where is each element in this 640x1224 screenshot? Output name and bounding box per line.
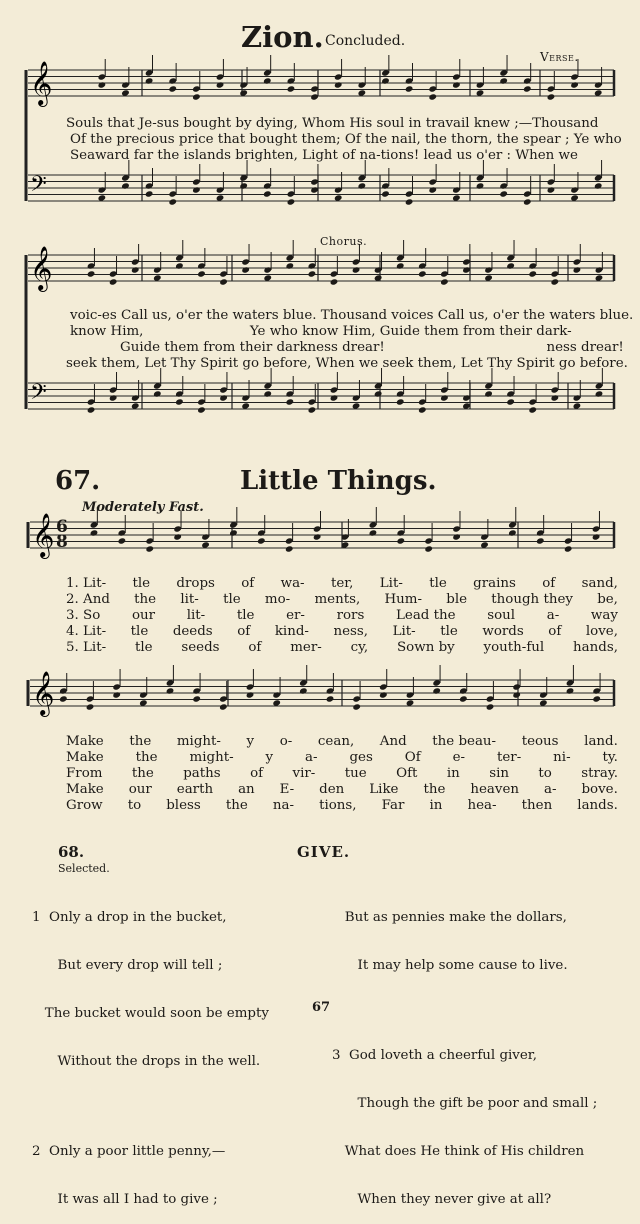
verse-line <box>66 576 618 591</box>
lyric-word: Lit- <box>392 624 416 639</box>
lyric-word: o- <box>279 734 293 749</box>
lyric-word: lands. <box>577 798 618 813</box>
note-head <box>239 182 248 189</box>
note-head <box>121 182 130 189</box>
note-head <box>405 85 414 92</box>
lyric-word: ter- <box>497 750 522 765</box>
lyric-word: ges <box>349 750 373 765</box>
lyric-word: Lit- <box>379 576 403 591</box>
lyric-word: heaven <box>470 782 520 797</box>
lyric-word: Far <box>381 798 405 813</box>
lyric-word: cy, <box>350 640 369 655</box>
lyric-word: cean, <box>317 734 355 749</box>
lyric-word: might- <box>176 734 221 749</box>
lyric-word: sand, <box>581 576 618 591</box>
note-head <box>381 77 390 84</box>
lyric-word: er- <box>286 608 305 623</box>
lyric-word: rors <box>336 608 365 623</box>
treble-clef-icon: 𝄞 <box>30 61 53 105</box>
lyric-word: the <box>225 798 248 813</box>
note-head <box>263 390 272 397</box>
note-head <box>263 77 272 84</box>
lyric-word: ble <box>446 592 468 607</box>
lyric-word: Like <box>369 782 399 797</box>
lyric-word: tions, <box>319 798 357 813</box>
lyric-word: ness, <box>333 624 369 639</box>
lyric-word: ty. <box>602 750 618 765</box>
lyric-word: teous <box>521 734 559 749</box>
note-head <box>173 533 182 540</box>
lyric-word: our <box>128 782 152 797</box>
note-head <box>192 695 201 702</box>
zion-lyric-line-4: voic-es Call us, o'er the waters blue. Thousand voices Call us, o'er the waters blue. <box>70 308 634 323</box>
note-head <box>396 262 405 269</box>
note-head <box>547 93 556 100</box>
poem-line: It may help some cause to live. <box>332 958 568 973</box>
note-head <box>396 398 405 405</box>
lyric-word: tle <box>223 592 241 607</box>
lyric-word: soul <box>487 608 516 623</box>
lyric-word: the <box>131 766 154 781</box>
lyric-word: na- <box>272 798 294 813</box>
poem-line: But every drop will tell ; <box>32 958 223 973</box>
note-head <box>551 278 560 285</box>
note-head <box>452 81 461 88</box>
note-head <box>452 533 461 540</box>
lyric-word: drops <box>176 576 215 591</box>
lyric-word: y <box>265 750 274 765</box>
note-head <box>153 390 162 397</box>
lyric-word: tle <box>134 640 153 655</box>
note-head <box>109 278 118 285</box>
lyric-word: a- <box>543 782 557 797</box>
lyric-word: deeds <box>172 624 213 639</box>
note-head <box>499 77 508 84</box>
zion-lyric-line-6: Guide them from their darkness drear! ness drear! <box>120 340 624 355</box>
note-head <box>334 81 343 88</box>
verse-line <box>66 640 618 655</box>
hymn-number-67: 67. <box>55 466 101 496</box>
lyric-word: den <box>319 782 345 797</box>
note-head <box>523 85 532 92</box>
lyric-word: of <box>250 766 264 781</box>
poem-line: What does He think of His children <box>332 1144 585 1159</box>
note-head <box>440 278 449 285</box>
note-head <box>330 394 339 401</box>
note-head <box>219 278 228 285</box>
lyric-word: land. <box>584 734 618 749</box>
note-head <box>131 266 140 273</box>
note-head <box>257 537 266 544</box>
note-head <box>197 270 206 277</box>
lyric-word: earth <box>176 782 214 797</box>
note-head <box>90 529 99 536</box>
page-number: 67 <box>312 1000 331 1015</box>
note-head <box>145 545 154 552</box>
note-head <box>216 81 225 88</box>
note-head <box>287 85 296 92</box>
bass-clef-icon: 𝄢 <box>30 380 47 410</box>
note-head <box>573 266 582 273</box>
lyric-word: of <box>548 624 562 639</box>
lyric-word: the <box>135 750 158 765</box>
note-head <box>369 529 378 536</box>
note-head <box>512 691 521 698</box>
note-head <box>405 198 414 205</box>
note-head <box>219 394 228 401</box>
note-head <box>459 695 468 702</box>
lyric-word: lit- <box>186 608 206 623</box>
note-head <box>432 687 441 694</box>
note-head <box>118 537 127 544</box>
note-head <box>166 687 175 694</box>
lyric-word: Make <box>66 734 104 749</box>
lyric-word: Grow <box>66 798 103 813</box>
note-head <box>523 198 532 205</box>
note-head <box>428 186 437 193</box>
note-head <box>508 529 517 536</box>
time-signature: 6 8 <box>56 517 68 552</box>
lyric-word: ni- <box>553 750 571 765</box>
poem-line: Though the gift be poor and small ; <box>332 1096 598 1111</box>
lyric-word: to <box>127 798 142 813</box>
zion-lyric-line-3: Seaward far the islands brighten, Light of na-tions! lead us o'er : When we <box>70 148 578 163</box>
lyric-word: tle <box>132 576 151 591</box>
poem-line: The bucket would soon be empty <box>32 1006 269 1021</box>
note-head <box>286 262 295 269</box>
note-head <box>197 406 206 413</box>
lyric-word: 5. Lit- <box>66 640 107 655</box>
poem-number-68: 68. <box>58 843 85 861</box>
note-head <box>219 703 228 710</box>
verse-line <box>66 734 618 749</box>
note-head <box>145 190 154 197</box>
lyric-word: e- <box>452 750 466 765</box>
note-head <box>381 190 390 197</box>
lyric-word: Of <box>404 750 421 765</box>
note-head <box>59 695 68 702</box>
lyric-word: might- <box>189 750 234 765</box>
lyric-word: mo- <box>264 592 291 607</box>
note-head <box>506 398 515 405</box>
note-head <box>175 398 184 405</box>
lyric-word: words <box>482 624 524 639</box>
poem-line: But as pennies make the dollars, <box>332 910 567 925</box>
note-head <box>287 198 296 205</box>
lyric-word: Make <box>66 782 104 797</box>
lyric-word: a- <box>546 608 560 623</box>
hymn-title-little-things: Little Things. <box>240 466 437 496</box>
note-head <box>486 703 495 710</box>
note-head <box>551 394 560 401</box>
zion-lyric-line-2: Of the precious price that bought them; Of the nail, the thorn, the spear ; Ye who <box>70 132 622 147</box>
note-head <box>528 270 537 277</box>
note-head <box>528 406 537 413</box>
lyric-word: kind- <box>274 624 309 639</box>
lyric-word: in <box>429 798 443 813</box>
lyric-word: ments, <box>314 592 361 607</box>
poem-right-column <box>332 878 597 1224</box>
treble-clef-icon: 𝄞 <box>30 246 53 290</box>
lyric-word: the <box>134 592 157 607</box>
note-head <box>229 529 238 536</box>
poem-line: Without the drops in the well. <box>32 1054 261 1069</box>
note-head <box>313 533 322 540</box>
lyric-word: lit- <box>180 592 199 607</box>
lyric-word: stray. <box>581 766 618 781</box>
chorus-label: Chorus. <box>320 235 368 248</box>
poem-line: 1 Only a drop in the bucket, <box>32 910 227 925</box>
poem-line: When they never give at all? <box>332 1192 552 1207</box>
lyric-word: love, <box>585 624 618 639</box>
verse-line <box>66 608 618 623</box>
note-head <box>286 398 295 405</box>
note-head <box>379 691 388 698</box>
lyric-word: a- <box>305 750 318 765</box>
note-head <box>246 691 255 698</box>
lyric-word: to <box>538 766 552 781</box>
lyric-word: tle <box>440 624 458 639</box>
note-head <box>594 182 603 189</box>
lyric-word: 2. And <box>66 592 110 607</box>
lyric-word: of <box>241 576 255 591</box>
note-head <box>168 198 177 205</box>
tempo-marking: Moderately Fast. <box>82 500 204 515</box>
lyric-word: of <box>248 640 262 655</box>
lyric-word: 3. So <box>66 608 101 623</box>
verse-label: Verse. <box>540 50 579 64</box>
verse-line <box>66 766 618 781</box>
lyric-word: though they <box>491 592 573 607</box>
poem-line: 3 God loveth a cheerful giver, <box>332 1048 537 1063</box>
lyric-word: our <box>131 608 156 623</box>
lyric-word: vir- <box>292 766 316 781</box>
verse-line <box>66 798 618 813</box>
lyric-word: Make <box>66 750 104 765</box>
lyric-word: hands, <box>573 640 618 655</box>
lyric-word: of <box>237 624 251 639</box>
lyric-word: in <box>446 766 460 781</box>
note-head <box>86 703 95 710</box>
lyric-word: Oft <box>396 766 418 781</box>
note-head <box>595 390 604 397</box>
bass-clef-icon: 𝄢 <box>30 172 47 202</box>
note-head <box>418 270 427 277</box>
note-head <box>418 406 427 413</box>
lyric-word: wa- <box>280 576 305 591</box>
note-head <box>112 691 121 698</box>
note-head <box>570 81 579 88</box>
lyric-word: be, <box>597 592 618 607</box>
lyric-word: paths <box>183 766 221 781</box>
note-head <box>352 266 361 273</box>
treble-clef-icon: 𝄞 <box>32 513 55 557</box>
lyric-word: way <box>590 608 618 623</box>
note-head <box>428 93 437 100</box>
note-head <box>424 545 433 552</box>
note-head <box>175 262 184 269</box>
note-head <box>564 545 573 552</box>
lyric-word: mer- <box>290 640 322 655</box>
note-head <box>592 533 601 540</box>
note-head <box>358 182 367 189</box>
lyric-word: seeds <box>181 640 220 655</box>
lyric-word: the <box>129 734 152 749</box>
note-head <box>192 93 201 100</box>
hymn-title-zion: Zion. <box>241 20 324 54</box>
lyric-word: Sown by <box>397 640 455 655</box>
lyric-word: tue <box>344 766 367 781</box>
lyric-word: of <box>542 576 556 591</box>
lyric-word: Hum- <box>384 592 423 607</box>
zion-lyric-line-7: seek them, Let Thy Spirit go before, When we seek them, Let Thy Spirit go before. <box>66 356 628 371</box>
note-head <box>506 262 515 269</box>
note-head <box>87 270 96 277</box>
lyric-word: ter, <box>330 576 354 591</box>
note-head <box>547 186 556 193</box>
note-head <box>145 77 154 84</box>
lyric-word: Lead the <box>396 608 456 623</box>
note-head <box>499 190 508 197</box>
note-head <box>241 266 250 273</box>
note-head <box>168 85 177 92</box>
note-head <box>299 687 308 694</box>
note-head <box>87 406 96 413</box>
lyric-word: tle <box>429 576 447 591</box>
zion-lyric-line-5: know Him, Ye who know Him, Guide them from their dark- <box>70 324 572 339</box>
note-head <box>192 186 201 193</box>
note-head <box>484 390 493 397</box>
note-head <box>536 537 545 544</box>
note-head <box>374 390 383 397</box>
lyric-word: an <box>238 782 255 797</box>
verse-line <box>66 624 618 639</box>
lyric-word: tle <box>236 608 255 623</box>
lyric-word: 1. Lit- <box>66 576 107 591</box>
note-head <box>263 190 272 197</box>
lyric-word: sin <box>489 766 509 781</box>
verse-line <box>66 750 618 765</box>
lyric-word: grains <box>473 576 516 591</box>
lyric-word: hea- <box>467 798 497 813</box>
poem-line: 2 Only a poor little penny,— <box>32 1144 226 1159</box>
note-head <box>98 81 107 88</box>
poem-left-column <box>32 878 269 1224</box>
lyric-word: tle <box>130 624 149 639</box>
lyric-word: youth-ful <box>483 640 545 655</box>
lyric-word: the beau- <box>432 734 497 749</box>
lyric-word: bless <box>166 798 201 813</box>
note-head <box>285 545 294 552</box>
lyric-word: y <box>246 734 255 749</box>
poem-title-give: GIVE. <box>297 843 351 861</box>
note-head <box>109 394 118 401</box>
lyric-word: And <box>379 734 407 749</box>
note-head <box>592 695 601 702</box>
lyric-word: then <box>521 798 553 813</box>
lyric-word: From <box>66 766 103 781</box>
note-head <box>352 703 361 710</box>
treble-clef-icon: 𝄞 <box>32 671 55 715</box>
note-head <box>330 278 339 285</box>
lyric-word: 4. Lit- <box>66 624 107 639</box>
lyric-word: E- <box>279 782 295 797</box>
note-head <box>308 270 317 277</box>
selected-label: Selected. <box>58 862 110 875</box>
verse-line <box>66 592 618 607</box>
lyric-word: bove. <box>581 782 618 797</box>
poem-line: It was all I had to give ; <box>32 1192 218 1207</box>
note-head <box>566 687 575 694</box>
note-head <box>397 537 406 544</box>
note-head <box>326 695 335 702</box>
verse-line <box>66 782 618 797</box>
hymn-subtitle: Concluded. <box>325 33 406 49</box>
zion-lyric-line-1: Souls that Je-sus bought by dying, Whom His soul in travail knew ;—Thousand <box>66 116 599 131</box>
lyric-word: the <box>423 782 446 797</box>
note-head <box>440 394 449 401</box>
note-head <box>476 182 485 189</box>
note-head <box>308 406 317 413</box>
